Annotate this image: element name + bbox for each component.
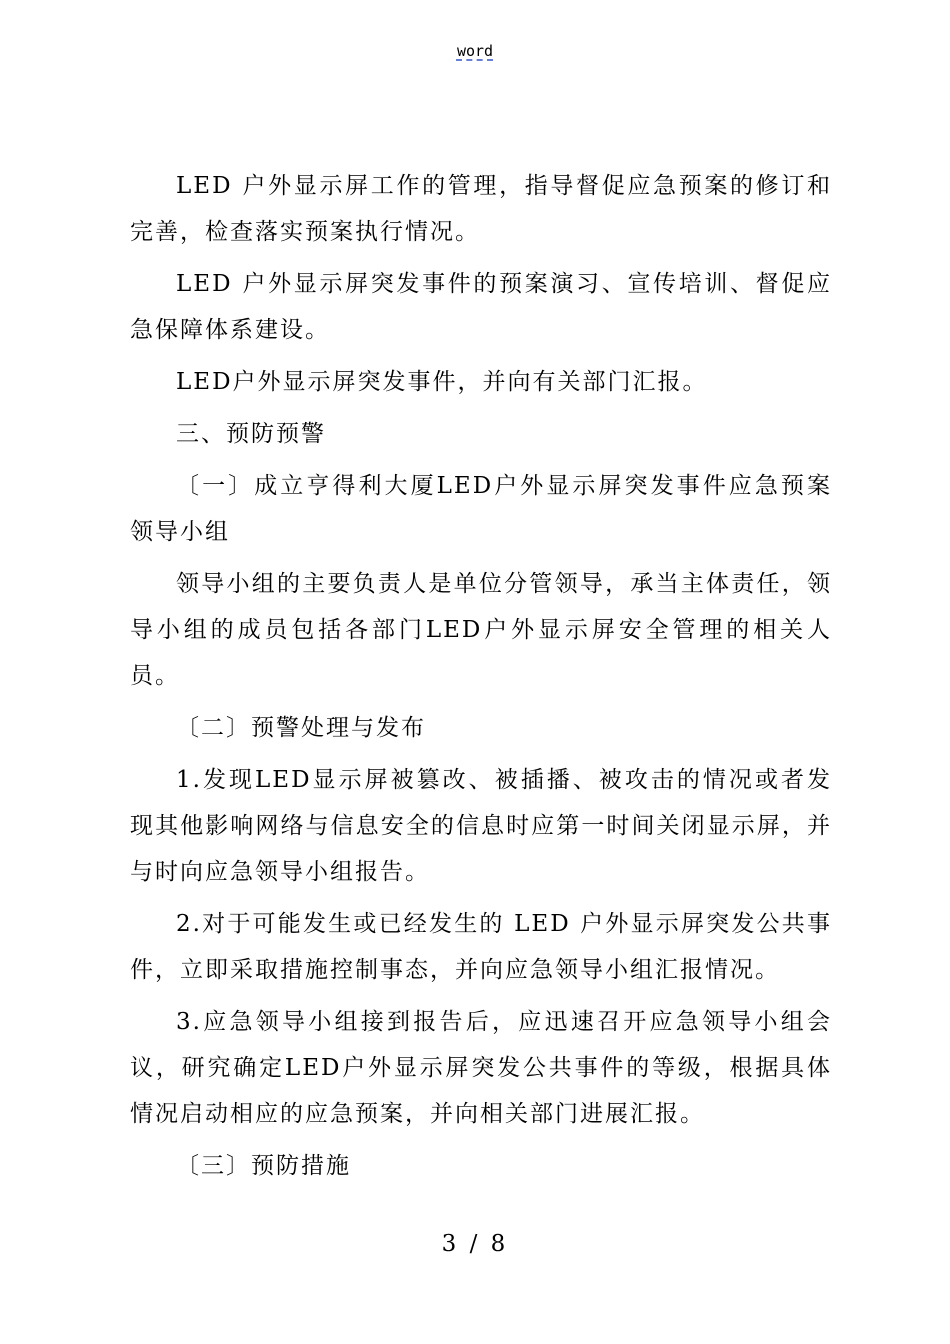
- subsection-heading: 〔二〕预警处理与发布: [176, 715, 426, 741]
- subsection-heading: 〔三〕预防措施: [176, 1153, 351, 1179]
- list-item: 2.对于可能发生或已经发生的 LED 户外显示屏突发公共事件，立即采取措施控制事态，并向应急领导小组汇报情况。: [130, 911, 832, 983]
- page-number: 3 / 8: [441, 1231, 509, 1257]
- header-text: word: [456, 42, 494, 60]
- page-header: [0, 40, 950, 62]
- subsection-heading: 〔一〕成立亨得利大厦LED户外显示屏突发事件应急预案领导小组: [130, 473, 832, 545]
- list-item: 3.应急领导小组接到报告后，应迅速召开应急领导小组会议，研究确定LED户外显示屏突发公共事件的等级，根据具体情况启动相应的应急预案，并向相关部门进展汇报。: [130, 1009, 832, 1127]
- document-body: [130, 163, 832, 1195]
- list-item: 1.发现LED显示屏被篡改、被插播、被攻击的情况或者发现其他影响网络与信息安全的信息时应第一时间关闭显示屏，并与时向应急领导小组报告。: [130, 767, 832, 885]
- paragraph: 领导小组的主要负责人是单位分管领导，承当主体责任，领导小组的成员包括各部门LED户外显示屏安全管理的相关人员。: [130, 571, 832, 689]
- section-heading: 三、预防预警: [176, 421, 326, 447]
- paragraph: LED 户外显示屏工作的管理，指导督促应急预案的修订和完善，检查落实预案执行情况。: [130, 173, 832, 245]
- paragraph: LED户外显示屏突发事件，并向有关部门汇报。: [176, 369, 708, 395]
- paragraph: LED 户外显示屏突发事件的预案演习、宣传培训、督促应急保障体系建设。: [130, 271, 832, 343]
